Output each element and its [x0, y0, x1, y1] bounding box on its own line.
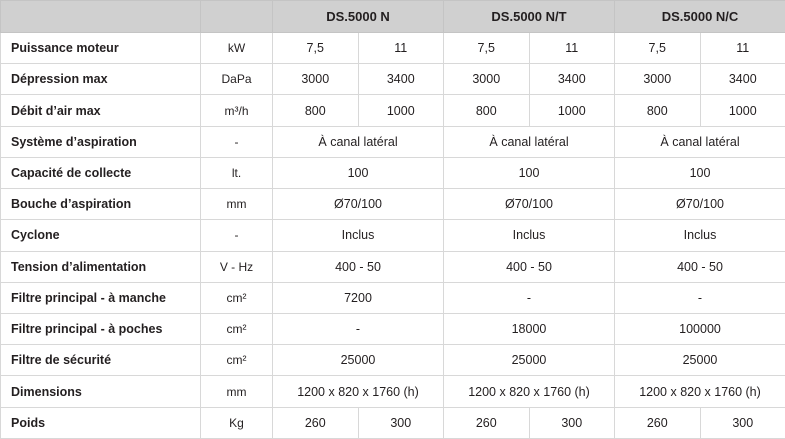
row-value: 1200 x 820 x 1760 (h)	[444, 376, 615, 407]
row-value: 11	[529, 33, 615, 64]
table-header-row	[1, 1, 785, 33]
table-row	[1, 376, 785, 407]
row-value: 7200	[273, 282, 444, 313]
row-label: Filtre principal - à poches	[1, 313, 201, 344]
row-value: À canal latéral	[615, 126, 785, 157]
row-value: Ø70/100	[615, 189, 785, 220]
row-value: 3400	[700, 64, 785, 95]
header-model-3: DS.5000 N/C	[615, 1, 785, 33]
row-label: Dimensions	[1, 376, 201, 407]
row-unit: -	[201, 126, 273, 157]
row-value: 800	[273, 95, 359, 126]
table-row	[1, 95, 785, 126]
row-value: Inclus	[615, 220, 785, 251]
table-row	[1, 251, 785, 282]
header-unit-corner	[201, 1, 273, 33]
table-header	[1, 1, 785, 33]
row-value: 1000	[358, 95, 444, 126]
row-value: 25000	[273, 345, 444, 376]
row-value: À canal latéral	[444, 126, 615, 157]
row-value: 260	[615, 407, 701, 438]
row-label: Système d’aspiration	[1, 126, 201, 157]
row-value: 300	[358, 407, 444, 438]
row-unit: kW	[201, 33, 273, 64]
row-value: À canal latéral	[273, 126, 444, 157]
row-value: 7,5	[444, 33, 530, 64]
row-value: 3000	[615, 64, 701, 95]
row-value: 100	[615, 157, 785, 188]
header-label-corner	[1, 1, 201, 33]
row-unit: Kg	[201, 407, 273, 438]
row-value: 300	[529, 407, 615, 438]
row-value: Inclus	[273, 220, 444, 251]
row-label: Cyclone	[1, 220, 201, 251]
row-value: Inclus	[444, 220, 615, 251]
row-unit: cm²	[201, 313, 273, 344]
row-value: 3000	[273, 64, 359, 95]
row-value: 25000	[615, 345, 785, 376]
table-row	[1, 282, 785, 313]
row-value: 100	[444, 157, 615, 188]
row-label: Capacité de collecte	[1, 157, 201, 188]
row-unit: V - Hz	[201, 251, 273, 282]
row-value: 3400	[358, 64, 444, 95]
row-value: 260	[273, 407, 359, 438]
table-row	[1, 64, 785, 95]
row-value: 100	[273, 157, 444, 188]
row-value: 25000	[444, 345, 615, 376]
row-value: 3000	[444, 64, 530, 95]
row-value: 1000	[700, 95, 785, 126]
row-label: Puissance moteur	[1, 33, 201, 64]
row-value: 1000	[529, 95, 615, 126]
row-value: -	[273, 313, 444, 344]
row-value: 7,5	[273, 33, 359, 64]
row-value: Ø70/100	[273, 189, 444, 220]
row-unit: mm	[201, 376, 273, 407]
table-row	[1, 313, 785, 344]
header-model-1: DS.5000 N	[273, 1, 444, 33]
header-model-2: DS.5000 N/T	[444, 1, 615, 33]
row-unit: lt.	[201, 157, 273, 188]
row-label: Filtre de sécurité	[1, 345, 201, 376]
row-value: 1200 x 820 x 1760 (h)	[273, 376, 444, 407]
row-unit: -	[201, 220, 273, 251]
table-row	[1, 407, 785, 438]
row-unit: mm	[201, 189, 273, 220]
row-value: 18000	[444, 313, 615, 344]
table-row	[1, 345, 785, 376]
row-value: Ø70/100	[444, 189, 615, 220]
row-value: 400 - 50	[615, 251, 785, 282]
row-value: 400 - 50	[444, 251, 615, 282]
row-label: Filtre principal - à manche	[1, 282, 201, 313]
row-value: 1200 x 820 x 1760 (h)	[615, 376, 785, 407]
row-value: 800	[444, 95, 530, 126]
row-value: -	[615, 282, 785, 313]
table-body	[1, 33, 785, 439]
table-row	[1, 126, 785, 157]
row-label: Débit d’air max	[1, 95, 201, 126]
row-unit: cm²	[201, 345, 273, 376]
row-value: -	[444, 282, 615, 313]
row-unit: DaPa	[201, 64, 273, 95]
row-value: 11	[700, 33, 785, 64]
row-value: 100000	[615, 313, 785, 344]
row-value: 7,5	[615, 33, 701, 64]
row-value: 300	[700, 407, 785, 438]
row-value: 800	[615, 95, 701, 126]
table-row	[1, 33, 785, 64]
row-label: Dépression max	[1, 64, 201, 95]
row-label: Bouche d’aspiration	[1, 189, 201, 220]
row-unit: cm²	[201, 282, 273, 313]
table-row	[1, 189, 785, 220]
row-value: 400 - 50	[273, 251, 444, 282]
table-row	[1, 220, 785, 251]
row-value: 260	[444, 407, 530, 438]
row-value: 11	[358, 33, 444, 64]
row-label: Tension d’alimentation	[1, 251, 201, 282]
row-label: Poids	[1, 407, 201, 438]
table-row	[1, 157, 785, 188]
row-value: 3400	[529, 64, 615, 95]
row-unit: m³/h	[201, 95, 273, 126]
